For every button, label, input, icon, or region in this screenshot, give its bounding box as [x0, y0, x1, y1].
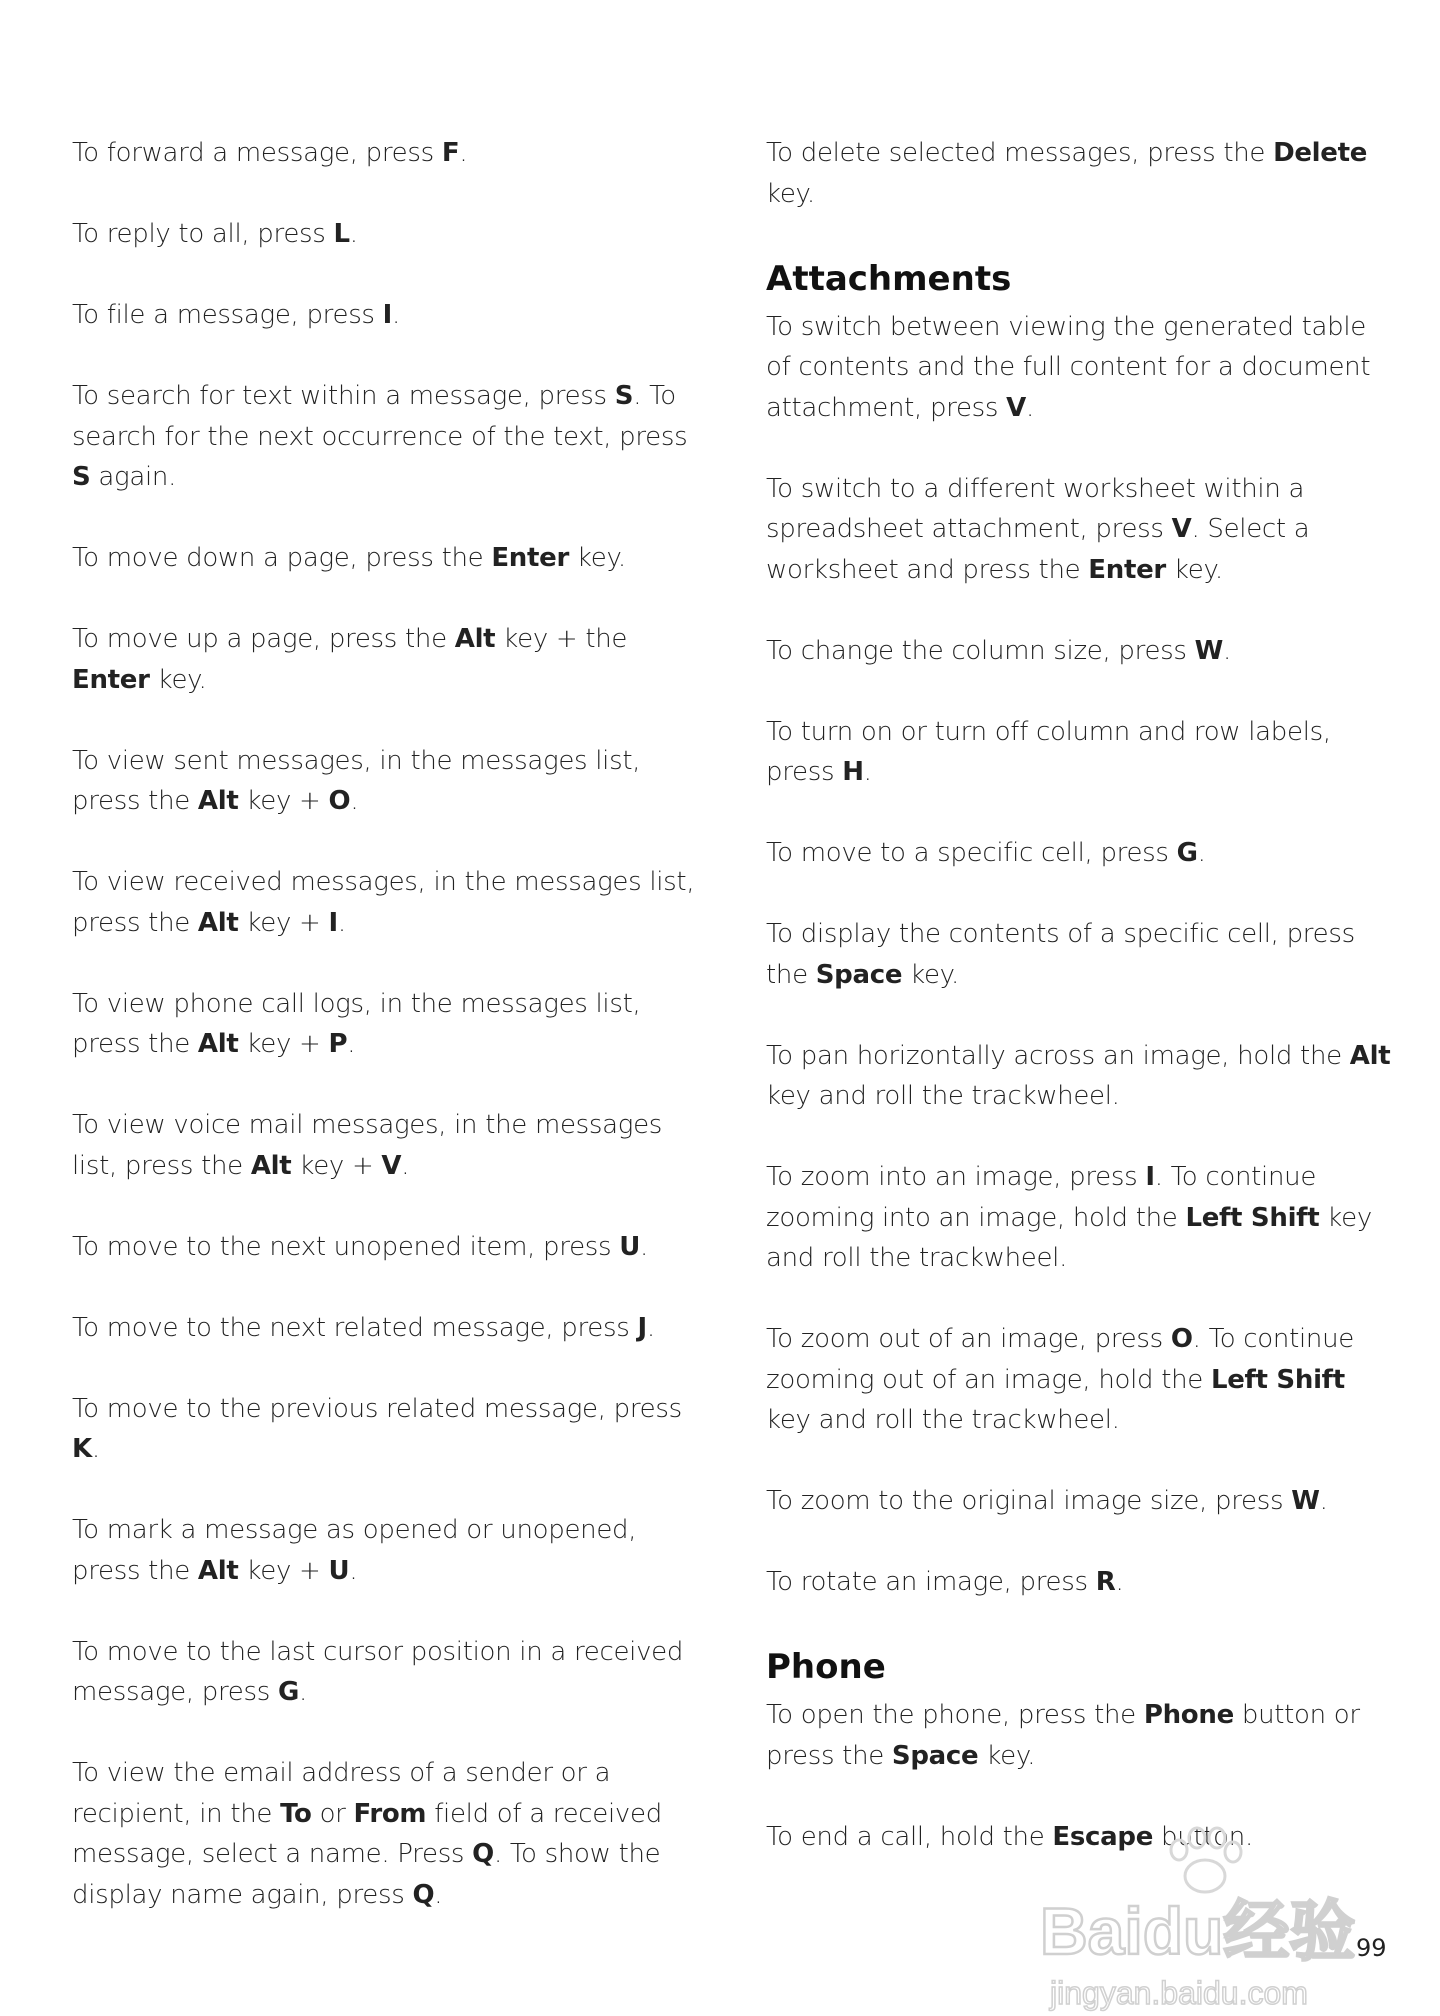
shortcut-paragraph	[72, 1389, 697, 1470]
paragraph-text: .	[350, 786, 359, 816]
paragraph-text: .	[299, 1677, 307, 1707]
shortcut-paragraph	[766, 307, 1391, 429]
key-name: Alt	[454, 624, 496, 654]
key-name: F	[441, 138, 460, 168]
paragraph-text: button.	[1153, 1821, 1253, 1852]
shortcut-paragraph	[766, 469, 1391, 591]
paragraph-text: To view received messages, in the messages list, press the	[72, 867, 695, 938]
paragraph-text: . Select a worksheet and press the	[766, 514, 1310, 585]
phone-heading: Phone	[766, 1647, 886, 1687]
paragraph-text: To turn on or turn off column and row labels, press	[766, 716, 1331, 787]
shortcut-paragraph	[72, 376, 697, 498]
key-name: Alt	[197, 907, 239, 938]
paragraph-text: To rotate an image, press	[766, 1567, 1096, 1597]
paragraph-text: To forward a message, press	[72, 138, 442, 168]
key-name: V	[1006, 392, 1026, 423]
right-column	[766, 133, 1391, 1898]
key-name: S	[72, 462, 91, 492]
shortcut-paragraph	[766, 631, 1391, 672]
paragraph-text: key.	[978, 1740, 1036, 1771]
key-name: I	[1145, 1162, 1155, 1192]
attachments-list	[766, 307, 1391, 1603]
paragraph-text: .	[1223, 635, 1231, 666]
shortcut-paragraph	[766, 1562, 1391, 1603]
paragraph-text: key.	[1165, 554, 1223, 585]
shortcut-paragraph	[766, 1157, 1391, 1279]
key-name: Alt	[197, 1029, 239, 1059]
paragraph-text: To end a call, hold the	[766, 1821, 1053, 1852]
key-name: P	[328, 1029, 348, 1059]
paragraph-text: To move down a page, press the	[72, 543, 492, 573]
shortcut-paragraph	[72, 1227, 697, 1268]
paragraph-text: .	[349, 219, 358, 249]
shortcut-paragraph	[766, 914, 1391, 995]
paragraph-text: again.	[90, 462, 177, 492]
paragraph-text: To delete selected messages, press the	[766, 138, 1274, 168]
paragraph-text: To zoom to the original image size, press	[766, 1486, 1292, 1516]
shortcut-paragraph	[72, 214, 697, 255]
page-number: 99	[1356, 1934, 1387, 1962]
paragraph-text: key.	[902, 959, 960, 990]
key-name: S	[614, 381, 634, 411]
paragraph-text: To switch between viewing the generated table of contents and the full content for a document attachment, press	[766, 311, 1371, 423]
shortcut-paragraph	[72, 1510, 697, 1591]
key-name: K	[72, 1434, 92, 1464]
paragraph-text: .	[1115, 1567, 1124, 1597]
watermark-url: jingyan.baidu.com	[1050, 1975, 1308, 2011]
key-name: Alt	[250, 1150, 292, 1181]
key-name: I	[328, 907, 338, 938]
baidu-jingyan-watermark	[1040, 1814, 1370, 2014]
paragraph-text: To pan horizontally across an image, hold the	[766, 1040, 1350, 1071]
shortcut-paragraph	[72, 538, 697, 579]
paragraph-text: key and roll the trackwheel.	[766, 1405, 1120, 1435]
key-name: W	[1194, 635, 1223, 666]
key-name: Enter	[491, 543, 569, 573]
paragraph-text: To move to the next related message, press	[72, 1312, 638, 1343]
paragraph-text: key + the	[495, 624, 628, 654]
key-name: Alt	[1349, 1040, 1391, 1071]
shortcut-paragraph	[766, 833, 1391, 874]
paragraph-text: To move to a specific cell, press	[766, 838, 1177, 868]
paragraph-text: .	[401, 1150, 410, 1181]
shortcut-paragraph	[766, 1319, 1391, 1441]
paragraph-text: key.	[568, 543, 626, 573]
paragraph-text: .	[863, 757, 872, 787]
key-name: Space	[891, 1740, 979, 1771]
paragraph-text: To view sent messages, in the messages list, press the	[72, 745, 641, 816]
key-name: Left Shift	[1185, 1202, 1320, 1233]
key-name: Phone	[1143, 1700, 1234, 1730]
intro-list	[766, 133, 1391, 214]
left-column	[72, 133, 697, 1956]
paragraph-text: .	[91, 1434, 100, 1464]
key-name: I	[382, 300, 393, 330]
key-name: Q	[412, 1879, 435, 1910]
key-name: Space	[815, 959, 903, 990]
paragraph-text: To search for text within a message, press	[72, 381, 615, 411]
paragraph-text: To move up a page, press the	[72, 624, 455, 654]
paragraph-text: .	[349, 1555, 358, 1586]
paragraph-text: key +	[238, 1555, 329, 1586]
paragraph-text: To move to the last cursor position in a received message, press	[72, 1636, 684, 1707]
paragraph-text: To move to the next unopened item, press	[72, 1231, 620, 1262]
paragraph-text: To switch to a different worksheet within a spreadsheet attachment, press	[766, 473, 1305, 544]
shortcut-paragraph	[72, 1632, 697, 1713]
shortcut-paragraph	[72, 741, 697, 822]
paragraph-text: .	[392, 300, 400, 330]
key-name: Left Shift	[1210, 1364, 1345, 1395]
paragraph-text: .	[640, 1231, 649, 1262]
paragraph-text: .	[1025, 392, 1034, 423]
watermark-brand: Baidu经验	[1040, 1894, 1356, 1968]
paragraph-text: . To search for the next occurrence of the text, press	[72, 381, 688, 452]
key-name: V	[381, 1150, 402, 1181]
paragraph-text: button or press the	[766, 1700, 1360, 1771]
shortcut-paragraph	[72, 619, 697, 700]
paragraph-text: . To continue zooming out of an image, hold the	[766, 1324, 1354, 1395]
key-name: From	[353, 1798, 427, 1829]
shortcut-paragraph	[72, 1105, 697, 1186]
shortcut-paragraph	[766, 1695, 1391, 1776]
key-name: O	[328, 786, 351, 816]
key-name: U	[328, 1555, 350, 1586]
key-name: W	[1291, 1486, 1320, 1516]
paragraph-text: To change the column size, press	[766, 635, 1195, 666]
key-name: Alt	[197, 1555, 239, 1586]
shortcut-paragraph	[766, 1036, 1391, 1117]
attachments-heading: Attachments	[766, 258, 1012, 299]
key-name: Enter	[1088, 554, 1166, 585]
paw-logo-icon	[1171, 1828, 1241, 1892]
paragraph-text: key +	[238, 786, 329, 816]
paragraph-text: To zoom into an image, press	[766, 1162, 1146, 1192]
key-name: O	[1170, 1324, 1193, 1354]
paragraph-text: .	[337, 907, 346, 938]
paragraph-text: To reply to all, press	[72, 219, 334, 249]
shortcut-paragraph	[766, 712, 1391, 793]
key-name: To	[280, 1798, 312, 1829]
paragraph-text: field of a received message, select a name. Press	[72, 1798, 662, 1869]
key-name: G	[277, 1677, 299, 1707]
key-name: G	[1176, 838, 1198, 868]
paragraph-text: key and roll the trackwheel.	[766, 1081, 1120, 1111]
key-name: Escape	[1052, 1821, 1154, 1852]
paragraph-text: .	[434, 1879, 443, 1910]
shortcut-paragraph	[72, 1308, 697, 1349]
key-name: Delete	[1273, 138, 1368, 168]
shortcut-paragraph	[72, 1753, 697, 1915]
paragraph-text: To view the email address of a sender or a recipient, in the	[72, 1758, 611, 1829]
paragraph-text: or	[311, 1798, 354, 1829]
paragraph-text: To display the contents of a specific cell, press the	[766, 919, 1355, 990]
paragraph-text: .	[347, 1029, 356, 1059]
paragraph-text: .	[459, 138, 468, 168]
shortcut-paragraph	[72, 295, 697, 336]
shortcut-paragraph	[72, 984, 697, 1065]
key-name: Q	[472, 1839, 494, 1869]
paragraph-text: key and roll the trackwheel.	[766, 1202, 1372, 1273]
shortcut-paragraph	[72, 862, 697, 943]
key-name: V	[1171, 514, 1192, 544]
paragraph-text: key.	[149, 664, 207, 695]
shortcut-paragraph	[766, 133, 1391, 214]
key-name: L	[333, 219, 350, 249]
paragraph-text: key +	[238, 1029, 329, 1059]
paragraph-text: To file a message, press	[72, 300, 383, 330]
key-name: R	[1095, 1567, 1116, 1597]
paragraph-text: To view voice mail messages, in the messages list, press the	[72, 1110, 663, 1181]
paragraph-text: To mark a message as opened or unopened, press the	[72, 1515, 637, 1586]
key-name: H	[842, 757, 864, 787]
paragraph-text: To move to the previous related message, press	[72, 1393, 682, 1424]
shortcut-paragraph	[766, 1481, 1391, 1522]
key-name: Alt	[197, 786, 239, 816]
paragraph-text: To open the phone, press the	[766, 1700, 1144, 1730]
key-name: Enter	[72, 664, 150, 695]
paragraph-text: . To show the display name again, press	[72, 1839, 661, 1910]
key-name: U	[619, 1231, 641, 1262]
paragraph-text: .	[1197, 838, 1206, 868]
paragraph-text: .	[1319, 1486, 1328, 1516]
paragraph-text: To zoom out of an image, press	[766, 1324, 1171, 1354]
key-name: J	[637, 1312, 647, 1343]
paragraph-text: .	[646, 1312, 655, 1343]
paragraph-text: . To continue zooming into an image, hold the	[766, 1162, 1317, 1233]
paragraph-text: key.	[766, 178, 815, 209]
shortcut-paragraph	[72, 133, 697, 174]
paragraph-text: key +	[291, 1150, 382, 1181]
paragraph-text: key +	[238, 907, 329, 938]
paragraph-text: To view phone call logs, in the messages list, press the	[72, 988, 641, 1059]
